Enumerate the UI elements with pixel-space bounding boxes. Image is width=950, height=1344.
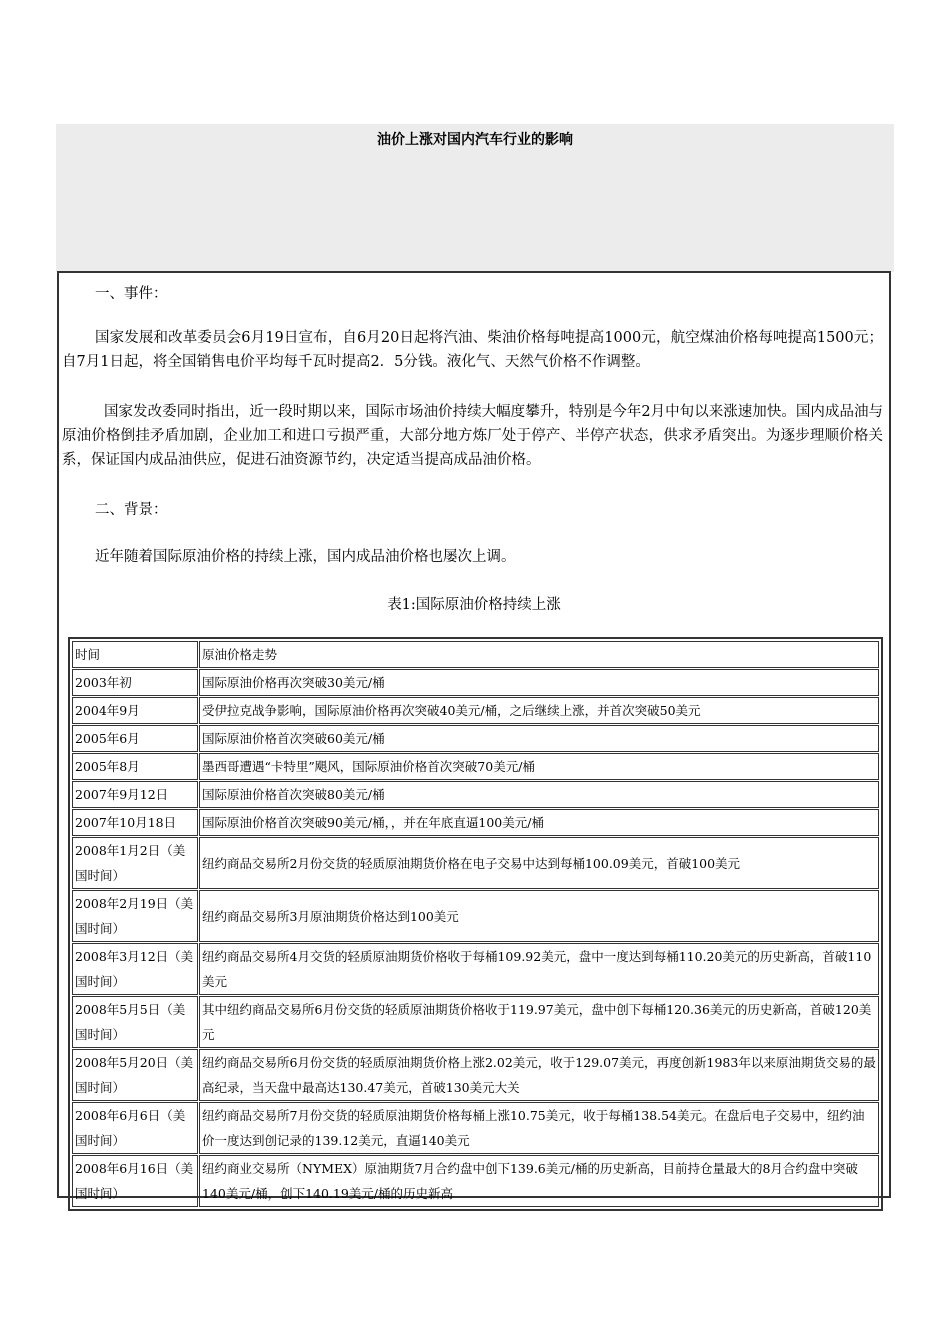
trend-cell: 纽约商业交易所（NYMEX）原油期货7月合约盘中创下139.6美元/桶的历史新高，目前持仓量最大的8月合约盘中突破140美元/桶，创下140.19美元/桶的历史新高: [199, 1155, 879, 1207]
trend-cell: 其中纽约商品交易所6月份交货的轻质原油期货价格收于119.97美元，盘中创下每桶120.36美元的历史新高，首破120美元: [199, 996, 879, 1048]
table-row: [72, 996, 879, 1048]
table-header-row: [72, 641, 879, 668]
header-trend: 原油价格走势: [199, 641, 879, 668]
document-title: 油价上涨对国内汽车行业的影响: [377, 132, 573, 148]
trend-cell: 纽约商品交易所7月份交货的轻质原油期货价格每桶上涨10.75美元，收于每桶138.54美元。在盘后电子交易中，纽约油价一度达到创记录的139.12美元，直逼140美元: [199, 1102, 879, 1154]
trend-cell: 国际原油价格首次突破90美元/桶，，并在年底直逼100美元/桶: [199, 809, 879, 836]
time-cell: 2008年3月12日（美国时间）: [72, 943, 198, 995]
time-cell: 2007年10月18日: [72, 809, 198, 836]
trend-cell: 国际原油价格再次突破30美元/桶: [199, 669, 879, 696]
table-row: [72, 890, 879, 942]
trend-cell: 纽约商品交易所6月份交货的轻质原油期货价格上涨2.02美元，收于129.07美元，再度创新1983年以来原油期货交易的最高纪录，当天盘中最高达130.47美元，首破130美元大关: [199, 1049, 879, 1101]
time-cell: 2008年1月2日（美国时间）: [72, 837, 198, 889]
table-row: [72, 809, 879, 836]
trend-cell: 国际原油价格首次突破80美元/桶: [199, 781, 879, 808]
time-cell: 2004年9月: [72, 697, 198, 724]
trend-cell: 受伊拉克战争影响，国际原油价格再次突破40美元/桶，之后继续上涨，并首次突破50美元: [199, 697, 879, 724]
content-box: [57, 271, 891, 1201]
paragraph-announcement: 国家发展和改革委员会6月19日宣布，自6月20日起将汽油、柴油价格每吨提高1000元，航空煤油价格每吨提高1500元；自7月1日起，将全国销售电价平均每千瓦时提高2．5分钱。液化气、天然气价格不作调整。: [62, 330, 883, 370]
time-cell: 2007年9月12日: [72, 781, 198, 808]
title-banner: [56, 124, 894, 272]
time-cell: 2008年5月20日（美国时间）: [72, 1049, 198, 1101]
time-cell: 2008年6月16日（美国时间）: [72, 1155, 198, 1207]
trend-cell: 纽约商品交易所3月原油期货价格达到100美元: [199, 890, 879, 942]
trend-cell: 纽约商品交易所4月交货的轻质原油期货价格收于每桶109.92美元，盘中一度达到每桶110.20美元的历史新高，首破110美元: [199, 943, 879, 995]
table-row: [72, 753, 879, 780]
table-row: [72, 943, 879, 995]
trend-cell: 纽约商品交易所2月份交货的轻质原油期货价格在电子交易中达到每桶100.09美元，首破100美元: [199, 837, 879, 889]
section-heading-background: 二、背景：: [95, 502, 168, 518]
trend-cell: 墨西哥遭遇“卡特里”飓风，国际原油价格首次突破70美元/桶: [199, 753, 879, 780]
table-row: [72, 1049, 879, 1101]
table-body: [72, 641, 879, 1207]
section-heading-event: 一、事件：: [95, 286, 168, 302]
time-cell: 2003年初: [72, 669, 198, 696]
table-row: [72, 837, 879, 889]
table-row: [72, 697, 879, 724]
paragraph-background: 近年随着国际原油价格的持续上涨，国内成品油价格也屡次上调。: [95, 549, 516, 565]
time-cell: 2005年8月: [72, 753, 198, 780]
table-row: [72, 669, 879, 696]
time-cell: 2008年5月5日（美国时间）: [72, 996, 198, 1048]
table-row: [72, 1102, 879, 1154]
oil-price-table-frame: [68, 637, 883, 1211]
time-cell: 2008年6月6日（美国时间）: [72, 1102, 198, 1154]
table-caption: 表1:国际原油价格持续上涨: [387, 597, 561, 613]
oil-price-table: [71, 640, 880, 1208]
table-row: [72, 725, 879, 752]
time-cell: 2008年2月19日（美国时间）: [72, 890, 198, 942]
header-time: 时间: [72, 641, 198, 668]
trend-cell: 国际原油价格首次突破60美元/桶: [199, 725, 879, 752]
paragraph-explanation: 国家发改委同时指出，近一段时期以来，国际市场油价持续大幅度攀升，特别是今年2月中旬以来涨速加快。国内成品油与原油价格倒挂矛盾加剧，企业加工和进口亏损严重，大部分地方炼厂处于停产、半停产状态，供求矛盾突出。为逐步理顺价格关系，保证国内成品油供应，促进石油资源节约，决定适当提高成品油价格。: [62, 404, 883, 468]
time-cell: 2005年6月: [72, 725, 198, 752]
table-row: [72, 1155, 879, 1207]
table-row: [72, 781, 879, 808]
